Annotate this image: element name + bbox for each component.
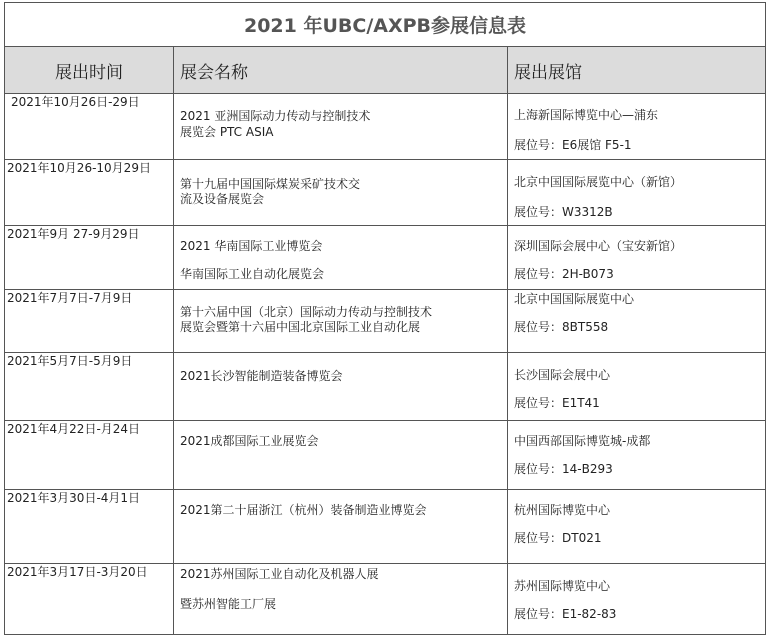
- date-cell: 2021年10月26-10月29日: [5, 160, 174, 226]
- table-row: [5, 564, 766, 635]
- venue-cell: [508, 94, 766, 160]
- name-line: 流及设备展览会: [180, 192, 265, 206]
- name-cell: [174, 490, 508, 564]
- venue-name: 苏州国际博览中心: [514, 579, 611, 593]
- name-line: 2021第二十届浙江（杭州）装备制造业博览会: [180, 503, 427, 517]
- date-cell: 2021年4月22日-月24日: [5, 421, 174, 490]
- venue-cell: [508, 564, 766, 635]
- date-cell: 2021年7月7日-7月9日: [5, 290, 174, 353]
- name-line: 2021长沙智能制造装备博览会: [180, 369, 343, 383]
- venue-cell: [508, 421, 766, 490]
- venue-cell: [508, 160, 766, 226]
- table-row: [5, 160, 766, 226]
- date-cell: 2021年10月26日-29日: [5, 94, 174, 160]
- date-cell: 2021年5月7日-5月9日: [5, 353, 174, 421]
- venue-name: 上海新国际博览中心—浦东: [514, 108, 659, 122]
- date-cell: 2021年3月30日-4月1日: [5, 490, 174, 564]
- date-cell: 2021年3月17日-3月20日: [5, 564, 174, 635]
- table-row: [5, 353, 766, 421]
- venue-cell: [508, 490, 766, 564]
- table-row: [5, 94, 766, 160]
- booth-number: 展位号：DT021: [514, 531, 602, 545]
- name-cell: [174, 564, 508, 635]
- title-row: [5, 3, 766, 47]
- date-cell: 2021年9月 27-9月29日: [5, 226, 174, 290]
- venue-name: 北京中国国际展览中心: [514, 292, 635, 306]
- booth-number: 展位号：2H-B073: [514, 267, 614, 281]
- header-date: 展出时间: [5, 47, 174, 94]
- venue-cell: [508, 290, 766, 353]
- name-cell: [174, 226, 508, 290]
- name-line: 2021苏州国际工业自动化及机器人展: [180, 567, 379, 581]
- table-row: [5, 421, 766, 490]
- booth-number: 展位号：W3312B: [514, 205, 613, 219]
- header-venue: 展出展馆: [508, 47, 766, 94]
- header-name: 展会名称: [174, 47, 508, 94]
- booth-number: 展位号：14-B293: [514, 462, 613, 476]
- name-line: 华南国际工业自动化展览会: [180, 267, 325, 281]
- name-line: 暨苏州智能工厂展: [180, 597, 277, 611]
- table-row: [5, 490, 766, 564]
- booth-number: 展位号：E1T41: [514, 396, 600, 410]
- booth-number: 展位号：E1-82-83: [514, 607, 617, 621]
- name-line: 2021成都国际工业展览会: [180, 434, 319, 448]
- venue-cell: [508, 353, 766, 421]
- venue-name: 北京中国国际展览中心（新馆）: [514, 175, 683, 189]
- venue-cell: [508, 226, 766, 290]
- booth-number: 展位号：E6展馆 F5-1: [514, 138, 632, 152]
- name-line: 展览会 PTC ASIA: [180, 125, 274, 139]
- name-cell: [174, 290, 508, 353]
- name-cell: [174, 94, 508, 160]
- name-line: 第十九届中国国际煤炭采矿技术交: [180, 177, 361, 191]
- name-line: 展览会暨第十六届中国北京国际工业自动化展: [180, 320, 421, 334]
- venue-name: 长沙国际会展中心: [514, 368, 611, 382]
- name-cell: [174, 353, 508, 421]
- name-cell: [174, 160, 508, 226]
- header-row: [5, 47, 766, 94]
- venue-name: 杭州国际博览中心: [514, 503, 611, 517]
- table-row: [5, 226, 766, 290]
- name-cell: [174, 421, 508, 490]
- table-title: 2021 年UBC/AXPB参展信息表: [5, 3, 766, 47]
- name-line: 2021 华南国际工业博览会: [180, 239, 323, 253]
- exhibition-table-container: [4, 2, 765, 635]
- name-line: 第十六届中国（北京）国际动力传动与控制技术: [180, 305, 433, 319]
- booth-number: 展位号：8BT558: [514, 320, 609, 334]
- exhibition-info-table: [4, 2, 766, 635]
- table-row: [5, 290, 766, 353]
- venue-name: 中国西部国际博览城-成都: [514, 434, 651, 448]
- name-line: 2021 亚洲国际动力传动与控制技术: [180, 109, 371, 123]
- venue-name: 深圳国际会展中心（宝安新馆）: [514, 239, 683, 253]
